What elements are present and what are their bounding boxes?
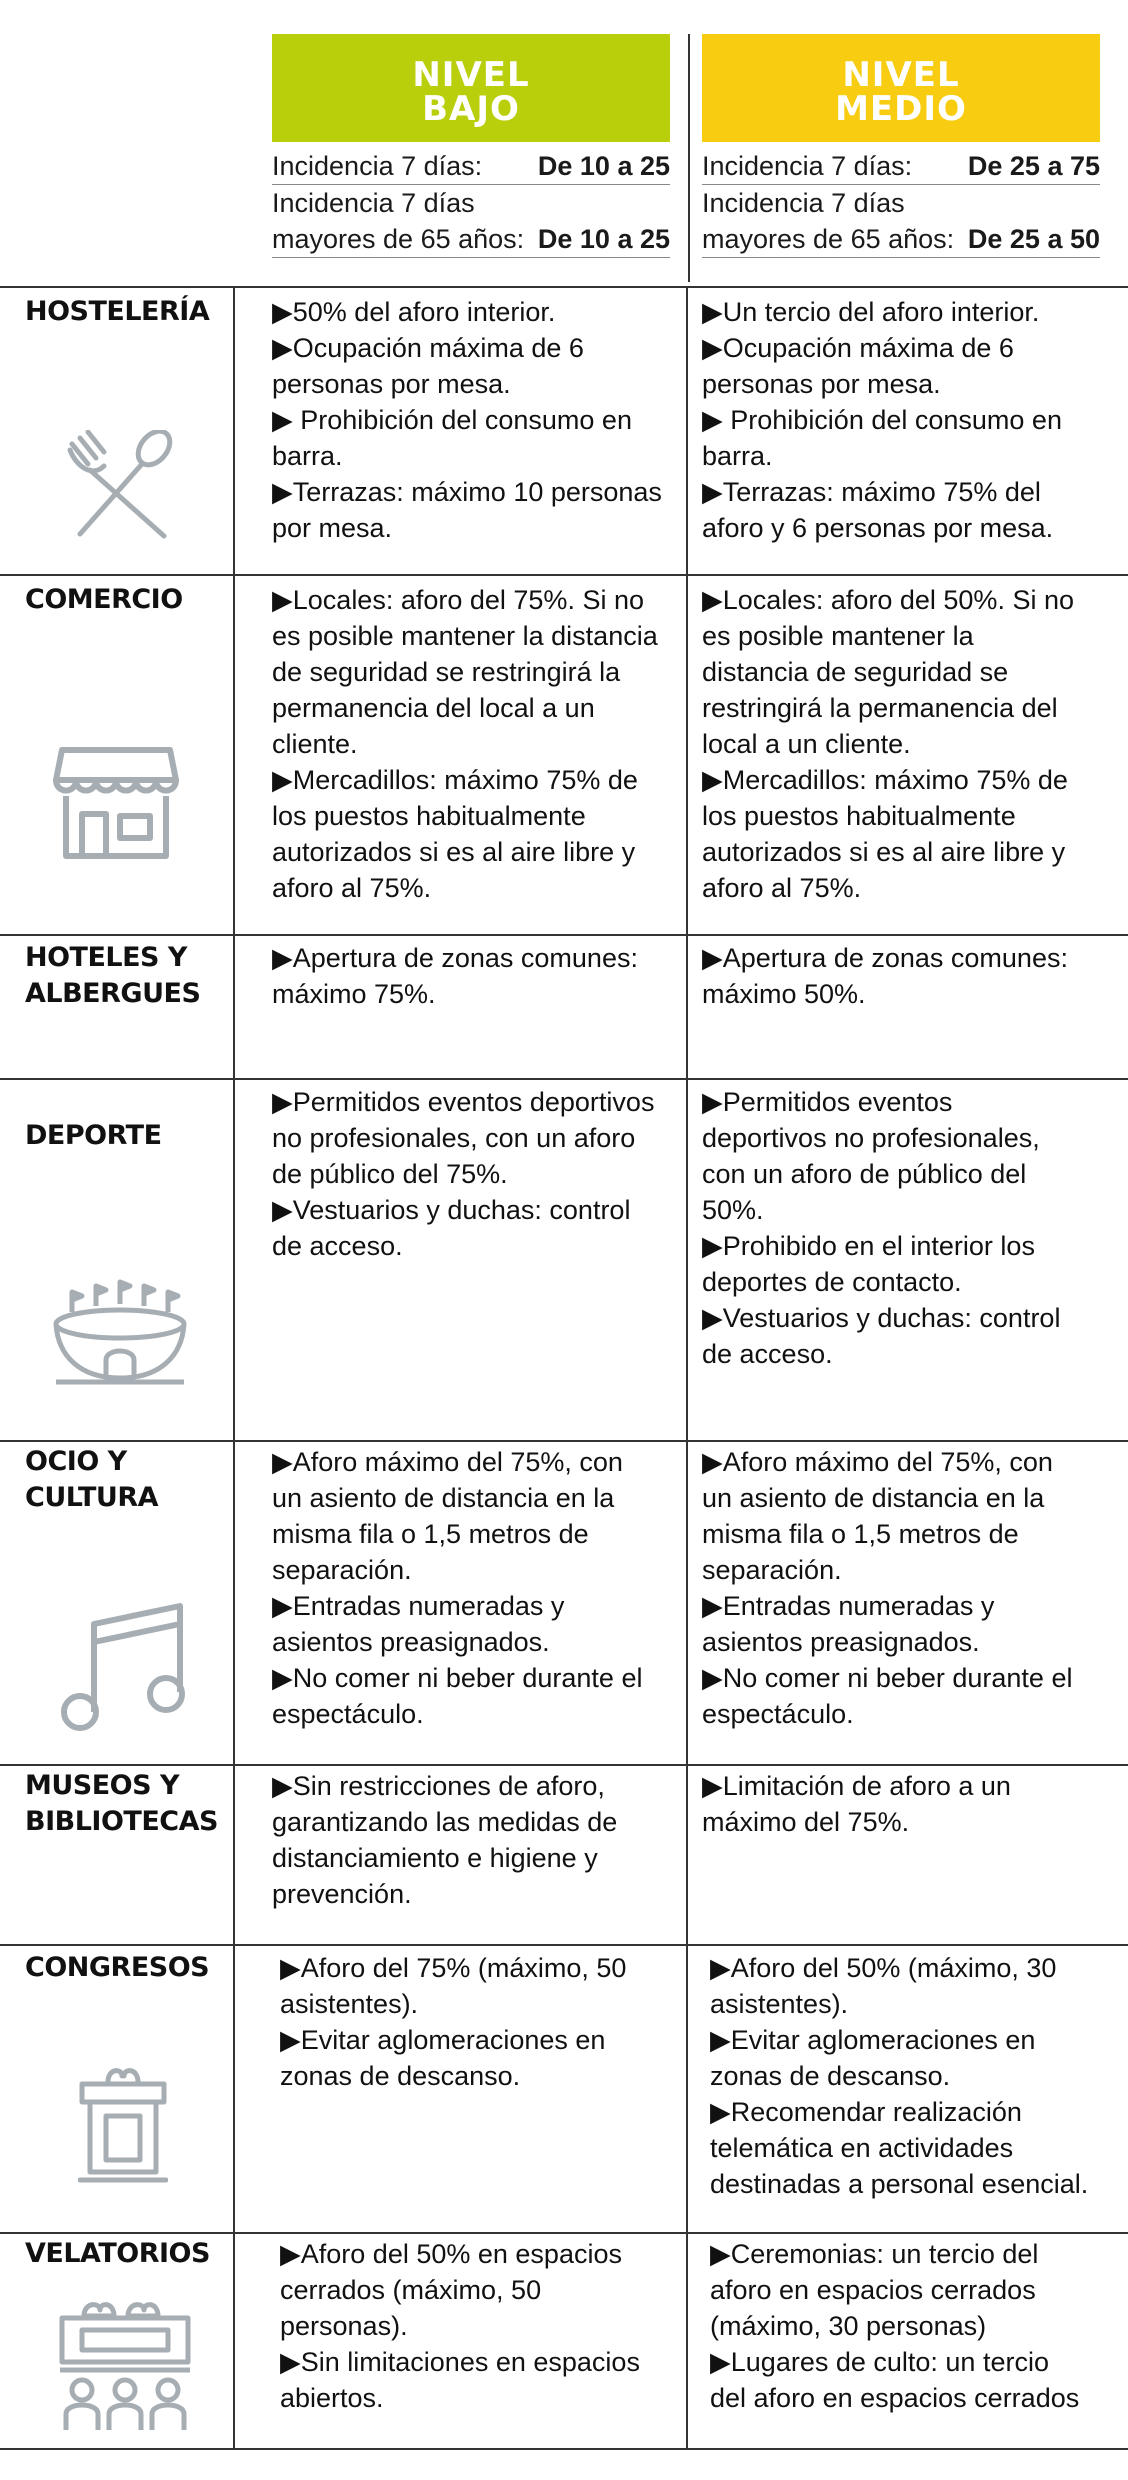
header-mid-line2: MEDIO — [835, 89, 967, 129]
header-mid-line1: NIVEL — [842, 55, 960, 95]
row-divider — [0, 934, 1128, 936]
category-label-line1: MUSEOS Y — [25, 1770, 180, 1801]
section-deporte — [0, 1082, 1128, 1440]
category-label-line2: CULTURA — [25, 1482, 159, 1513]
header-nivel-medio — [702, 34, 1100, 142]
section-ocio — [0, 1444, 1128, 1764]
section-hoteles — [0, 938, 1128, 1078]
mid-text: ▶Aforo máximo del 75%, con un asiento de distancia en la misma fila o 1,5 metros de separación. ▶Entradas numeradas y asientos preasignados. ▶No comer ni beber durante el espectáculo. — [702, 1447, 1073, 1729]
stadium-icon — [52, 1278, 188, 1394]
music-note-icon — [60, 1602, 188, 1732]
row-divider — [0, 1078, 1128, 1080]
mid-text: ▶Ceremonias: un tercio del aforo en espacios cerrados (máximo, 30 personas) ▶Lugares de culto: un tercio del aforo en espacios cerrados — [710, 2239, 1080, 2413]
category-label-line2: ALBERGUES — [25, 978, 201, 1009]
low-text: ▶Apertura de zonas comunes: máximo 75%. — [272, 943, 638, 1009]
row-divider — [0, 1764, 1128, 1766]
row-divider — [0, 1944, 1128, 1946]
row-divider — [0, 1440, 1128, 1442]
section-congresos — [0, 1948, 1128, 2232]
row-divider — [0, 574, 1128, 576]
incidence-mid-value2: De 25 a 50 — [967, 224, 1100, 254]
category-label: DEPORTE — [25, 1120, 162, 1151]
row-divider — [0, 2232, 1128, 2234]
low-text: ▶50% del aforo interior. ▶Ocupación máxima de 6 personas por mesa. ▶ Prohibición del consumo en barra. ▶Terrazas: máximo 10 personas por mesa. — [272, 297, 662, 543]
low-text: ▶Permitidos eventos deportivos no profesionales, con un aforo de público del 75%. ▶Vestuarios y duchas: control de acceso. — [272, 1087, 655, 1261]
low-text: ▶Aforo máximo del 75%, con un asiento de distancia en la misma fila o 1,5 metros de separación. ▶Entradas numeradas y asientos preasignados. ▶No comer ni beber durante el espectáculo. — [272, 1447, 643, 1729]
header-nivel-bajo — [272, 34, 670, 142]
mid-text: ▶Permitidos eventos deportivos no profesionales, con un aforo de público del 50%. ▶Prohibido en el interior los deportes de contacto. ▶Vestuarios y duchas: control de acceso. — [702, 1087, 1061, 1369]
row-divider — [0, 286, 1128, 288]
category-label: HOSTELERÍA — [25, 296, 210, 327]
header-low-line2: BAJO — [422, 89, 520, 129]
mid-text: ▶Un tercio del aforo interior. ▶Ocupación máxima de 6 personas por mesa. ▶ Prohibición del consumo en barra. ▶Terrazas: máximo 75% del aforo y 6 personas por mesa. — [702, 297, 1062, 543]
mid-text: ▶Apertura de zonas comunes: máximo 50%. — [702, 943, 1068, 1009]
fork-spoon-icon — [66, 430, 178, 542]
incidence-low-label1: Incidencia 7 días: — [272, 151, 483, 181]
incidence-mid-label2a: Incidencia 7 días — [702, 188, 905, 218]
incidence-mid-label2b: mayores de 65 años: — [702, 224, 955, 254]
incidence-mid — [702, 148, 1100, 258]
section-velatorios — [0, 2236, 1128, 2448]
low-text: ▶Aforo del 75% (máximo, 50 asistentes). ▶Evitar aglomeraciones en zonas de descanso. — [280, 1953, 627, 2091]
category-label-line1: OCIO Y — [25, 1446, 127, 1477]
incidence-low-label2b: mayores de 65 años: — [272, 224, 525, 254]
store-icon — [52, 744, 180, 860]
low-text: ▶Sin restricciones de aforo, garantizando las medidas de distanciamiento e higiene y prevención. — [272, 1771, 618, 1909]
incidence-low-value2: De 10 a 25 — [537, 224, 670, 254]
category-label: VELATORIOS — [25, 2238, 210, 2269]
incidence-low-label2a: Incidencia 7 días — [272, 188, 475, 218]
funeral-icon — [56, 2296, 194, 2436]
mid-text: ▶Limitación de aforo a un máximo del 75%. — [702, 1771, 1011, 1837]
header-divider — [688, 34, 690, 282]
section-hosteleria — [0, 290, 1128, 574]
incidence-low — [272, 148, 670, 258]
podium-icon — [78, 2060, 168, 2184]
category-label: COMERCIO — [25, 584, 183, 615]
incidence-low-value1: De 10 a 25 — [537, 151, 670, 181]
section-comercio — [0, 578, 1128, 934]
category-label: CONGRESOS — [25, 1952, 210, 1983]
section-museos — [0, 1768, 1128, 1944]
incidence-mid-value1: De 25 a 75 — [967, 151, 1100, 181]
category-label-line1: HOTELES Y — [25, 942, 187, 973]
incidence-mid-label1: Incidencia 7 días: — [702, 151, 913, 181]
mid-text: ▶Locales: aforo del 50%. Si no es posible mantener la distancia de seguridad se restringirá la permanencia del local a un cliente. ▶Mercadillos: máximo 75% de los puestos habitualmente autorizados si es al aire libre y aforo al 75%. — [702, 585, 1074, 903]
low-text: ▶Locales: aforo del 75%. Si no es posible mantener la distancia de seguridad se restringirá la permanencia del local a un cliente. ▶Mercadillos: máximo 75% de los puestos habitualmente autorizados si es al aire libre y aforo al 75%. — [272, 585, 658, 903]
mid-text: ▶Aforo del 50% (máximo, 30 asistentes). ▶Evitar aglomeraciones en zonas de descanso. ▶Recomendar realización telemática en actividades destinadas a personal esencial. — [710, 1953, 1089, 2199]
header-low-line1: NIVEL — [412, 55, 530, 95]
low-text: ▶Aforo del 50% en espacios cerrados (máximo, 50 personas). ▶Sin limitaciones en espacios abiertos. — [280, 2239, 640, 2413]
row-divider — [0, 2448, 1128, 2450]
category-label-line2: BIBLIOTECAS — [25, 1806, 218, 1837]
